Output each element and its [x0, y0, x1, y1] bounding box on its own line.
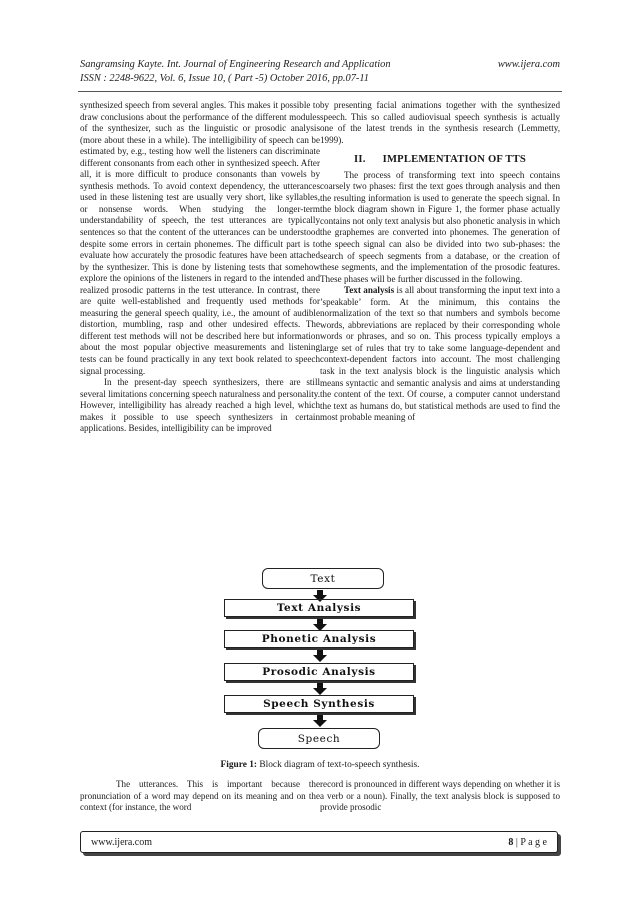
issn-line: ISSN : 2248-9622, Vol. 6, Issue 10, ( Part -5) October 2016, pp.07-11: [80, 73, 369, 84]
down-arrow-icon: [313, 650, 327, 662]
page-number-value: 8: [508, 836, 514, 848]
footer-website: www.ijera.com: [91, 836, 152, 848]
flow-box-text-analysis: Text Analysis: [224, 599, 414, 617]
journal-citation: Sangramsing Kayte. Int. Journal of Engineering Research and Application: [80, 59, 391, 70]
down-arrow-icon: [313, 715, 327, 727]
figure-caption: [80, 760, 560, 770]
left-paragraph-2: In the present-day speech synthesizers, there are still several limitations concerning speech naturalness and personality. However, intelligibility has already reached a high level, which makes it possible to use speech synthesizers in certain applications. Besides, intelligibility can be improved: [80, 377, 320, 434]
bottom-right-column: [320, 779, 560, 814]
flow-box-speech: Speech: [258, 728, 380, 749]
flow-box-speech-synthesis: Speech Synthesis: [224, 695, 414, 713]
page-label: | P a g e: [513, 836, 547, 848]
figure-label: Figure 1:: [220, 760, 258, 770]
right-paragraph-2: The process of transforming text into speech contains coarsely two phases: first the text goes through analysis and then the resulting information is used to generate the speech signal. In the block diagram shown in Figure 1, the former phase actually contains not only text analysis but also phonetic analysis in which the graphemes are converted into phonemes. The generation of the speech signal can also be divided into two sub-phases: the search of speech segments from a database, or the creation of these segments, and the implementation of the prosodic features. These phases will be further discussed in the following.: [320, 169, 560, 284]
right-paragraph-3: [320, 285, 560, 424]
left-paragraph-1: synthesized speech from several angles. This makes it possible to draw conclusions about the performance of the different modules of the synthesizer, such as the linguistic or prosodic analysis (more about these in a while). The intelligibility of speech can be estimated by, e.g., testing how well the listeners can discriminate different consonants from each other in synthesized speech. After all, it is more difficult to produce consonants than vowels by synthesis methods. To avoid context dependency, the utterances used in these listening test are usually very short, like syllables, or nonsense words. When studying the longer-term understandability of speech, the test utterances are typically sentences so that the content of the utterances can be understood despite some errors in certain phonemes. The difficult part is to evaluate how accurately the prosodic features have been attached by the synthesizer. This is done by listening tests that somehow explore the opinions of the listeners in regard to the intended and realized prosodic patterns in the test utterance. In contrast, there are quite well-established and frequently used methods for measuring the general speech quality, i.e., the amount of audible distortion, mumbling, rasp and other undesired effects. The different test methods will not be described here but information about the most popular objective measurements and listening tests can be found practically in any text book related to speech signal processing.: [80, 100, 320, 376]
figure-caption-text: Block diagram of text-to-speech synthesis.: [257, 760, 420, 770]
page-number: [508, 837, 547, 848]
bottom-right-paragraph: record is pronounced in different ways depending on whether it is a verb or a noun). Finally, the text analysis block is supposed to provide prosodic: [320, 779, 560, 813]
flow-box-phonetic-analysis: Phonetic Analysis: [224, 630, 414, 648]
flow-box-text: Text: [262, 568, 384, 589]
journal-website: www.ijera.com: [497, 59, 560, 70]
bottom-left-paragraph: The utterances. This is important because the pronunciation of a word may depend on its meaning and on the context (for instance, the word: [80, 779, 320, 813]
down-arrow-icon: [313, 683, 327, 695]
left-column: [80, 100, 320, 435]
text-analysis-run-in: Text analysis: [344, 285, 395, 296]
running-header: [80, 58, 560, 86]
right-column: [320, 100, 560, 424]
bottom-left-column: [80, 779, 320, 814]
section-heading: II. IMPLEMENTATION OF TTS: [354, 154, 526, 166]
page-footer: [80, 831, 558, 853]
block-diagram: [218, 564, 418, 756]
right-paragraph-1: by presenting facial animations together with the synthesized speech. This so called audiovisual speech synthesis is actually one of the latest trends in the synthesis research (Lemmetty, 1999).: [320, 100, 560, 145]
text-analysis-body: is all about transforming the input text into a ’speakable’ form. At the minimum, this contains the normalization of the text so that numbers and symbols become words, abbreviations are replaced by their corresponding whole words or phrases, and so on. This process typically employs a large set of rules that try to take some language-dependent and context-dependent factors into account. The most challenging task in the text analysis block is the linguistic analysis which means syntactic and semantic analysis and aims at understanding the content of the text. Of course, a computer cannot understand the text as humans do, but statistical methods are used to find the most probable meaning of: [320, 285, 560, 423]
flow-box-prosodic-analysis: Prosodic Analysis: [224, 663, 414, 681]
header-divider: [78, 91, 562, 92]
